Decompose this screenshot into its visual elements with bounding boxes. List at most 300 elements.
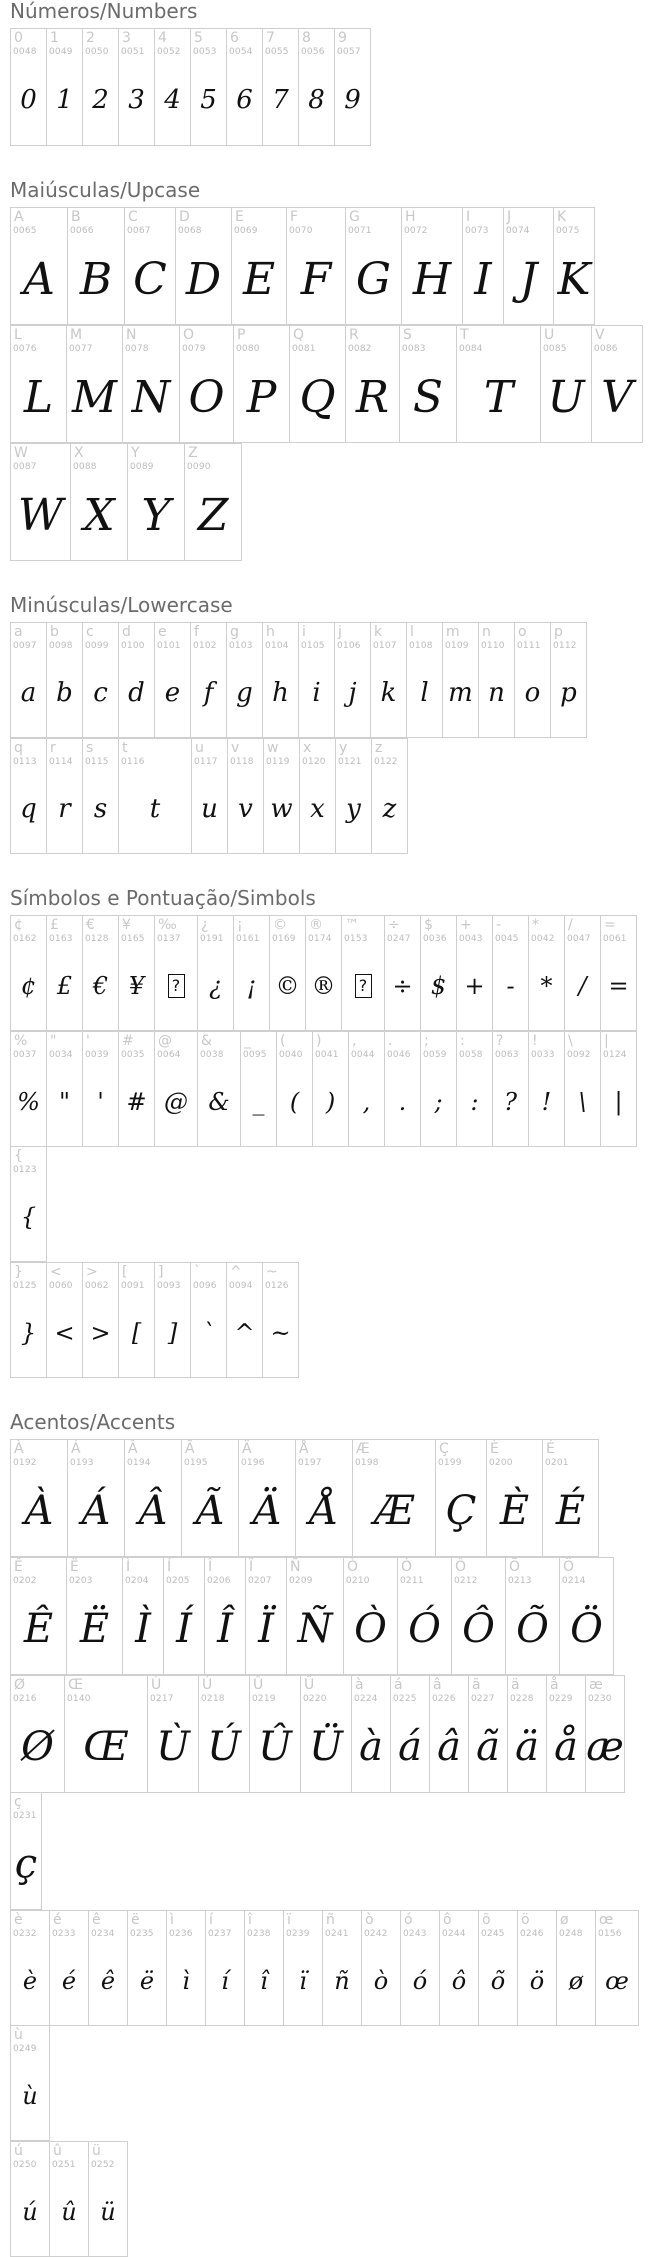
- glyph-cell: [456, 915, 493, 1031]
- character-label: Ï: [249, 1559, 254, 1575]
- glyph-char: L: [23, 371, 54, 423]
- glyph-row: [10, 1675, 651, 1909]
- glyph-row: [10, 738, 651, 853]
- glyph-sample: [185, 470, 241, 560]
- character-code: 0052: [157, 47, 181, 57]
- glyph-cell: [175, 207, 232, 325]
- glyph-sample: [199, 1702, 249, 1792]
- character-code: 0053: [193, 47, 217, 57]
- glyph-char: *: [540, 972, 553, 1000]
- glyph-cell: [540, 325, 592, 443]
- glyph-sample: [352, 1702, 390, 1792]
- character-code: 0251: [52, 2160, 76, 2170]
- glyph-cell: [249, 1675, 301, 1793]
- character-label: y: [339, 740, 348, 756]
- character-label: >: [86, 1264, 98, 1280]
- glyph-char: 9: [344, 85, 361, 115]
- glyph-char: 5: [200, 85, 217, 115]
- glyph-sample: [402, 234, 462, 324]
- glyph-char: G: [355, 253, 392, 305]
- character-label: u: [195, 740, 204, 756]
- glyph-char: <: [54, 1319, 75, 1347]
- glyph-char: ': [97, 1088, 104, 1116]
- character-code: 0111: [517, 641, 541, 651]
- glyph-cell: [600, 915, 637, 1031]
- glyph-cell: [64, 1675, 148, 1793]
- glyph-sample: [463, 234, 503, 324]
- character-label: ô: [443, 1912, 452, 1928]
- glyph-cell: [546, 1675, 586, 1793]
- character-code: 0156: [598, 1929, 622, 1939]
- glyph-row: [10, 915, 651, 1030]
- glyph-cell: [439, 1910, 479, 2026]
- glyph-char: Á: [81, 1488, 111, 1534]
- character-code: 0124: [603, 1050, 627, 1060]
- glyph-sample: [119, 649, 154, 737]
- character-label: t: [122, 740, 128, 756]
- glyph-cell: [154, 28, 191, 146]
- glyph-sample: [469, 1702, 507, 1792]
- character-label: ê: [92, 1912, 101, 1928]
- glyph-sample: [407, 649, 442, 737]
- glyph-char: g: [236, 678, 253, 708]
- character-label: &: [201, 1033, 212, 1049]
- character-label: +: [460, 917, 472, 933]
- glyph-cell: [390, 1675, 430, 1793]
- character-label: #: [122, 1033, 134, 1049]
- glyph-sample: [47, 649, 82, 737]
- character-code: 0099: [85, 641, 109, 651]
- glyph-sample: [264, 765, 299, 853]
- glyph-cell: [244, 1910, 284, 2026]
- character-code: 0225: [393, 1694, 417, 1704]
- glyph-cell: [46, 915, 83, 1031]
- glyph-sample: [346, 234, 401, 324]
- character-label: Î: [208, 1559, 213, 1575]
- glyph-sample: [362, 1937, 400, 2025]
- glyph-char: ?: [355, 974, 372, 998]
- glyph-sample: [284, 1937, 322, 2025]
- glyph-char: R: [355, 371, 390, 423]
- glyph-char: É: [555, 1488, 586, 1534]
- character-label: Z: [188, 445, 198, 461]
- glyph-sample: [479, 649, 514, 737]
- glyph-sample: [11, 1058, 46, 1146]
- character-code: 0123: [13, 1165, 37, 1175]
- character-label: Ü: [304, 1677, 315, 1693]
- glyph-cell: [492, 1031, 529, 1147]
- glyph-char: #: [126, 1088, 147, 1116]
- section-title: Maiúsculas/Upcase: [10, 178, 201, 202]
- character-code: 0218: [201, 1694, 225, 1704]
- glyph-cell: [361, 1910, 401, 2026]
- glyph-sample: [596, 1937, 638, 2025]
- character-code: 0070: [289, 226, 313, 236]
- glyph-sample: [83, 1058, 118, 1146]
- glyph-sample: [554, 234, 594, 324]
- character-code: 0110: [481, 641, 505, 651]
- glyph-char: ó: [412, 1967, 428, 1995]
- character-code: 0212: [454, 1576, 478, 1586]
- glyph-char: Y: [141, 489, 171, 541]
- glyph-cell: [305, 915, 342, 1031]
- character-code: 0246: [520, 1929, 544, 1939]
- glyph-char: B: [79, 253, 113, 305]
- glyph-sample: [371, 649, 406, 737]
- glyph-cell: [514, 622, 551, 738]
- glyph-char: +: [464, 972, 485, 1000]
- character-label: .: [388, 1033, 393, 1049]
- character-label: `: [194, 1264, 201, 1280]
- glyph-cell: [435, 1439, 487, 1557]
- glyph-char: õ: [490, 1967, 506, 1995]
- glyph-char: Í: [176, 1606, 192, 1652]
- glyph-sample: [301, 1702, 351, 1792]
- character-label: Ö: [563, 1559, 575, 1575]
- character-label: q: [14, 740, 23, 756]
- character-code: 0061: [603, 934, 627, 944]
- glyph-char: c: [93, 678, 108, 708]
- character-code: 0192: [13, 1458, 37, 1468]
- glyph-cell: [10, 1675, 65, 1793]
- glyph-sample: [529, 942, 564, 1030]
- glyph-char: l: [420, 678, 429, 708]
- character-label: Í: [167, 1559, 172, 1575]
- character-label: ¢: [14, 917, 23, 933]
- glyph-sample: [263, 1289, 298, 1377]
- character-label: E: [235, 209, 244, 225]
- glyph-sample: [67, 352, 122, 442]
- glyph-cell: [399, 325, 457, 443]
- character-label: l: [410, 624, 414, 640]
- glyph-char: 0: [20, 85, 37, 115]
- glyph-char: _: [252, 1088, 265, 1116]
- character-code: 0128: [85, 934, 109, 944]
- glyph-cell: [10, 1557, 67, 1675]
- glyph-cell: [503, 207, 554, 325]
- glyph-cell: [370, 622, 407, 738]
- glyph-char: :: [470, 1088, 479, 1116]
- glyph-sample: [47, 942, 82, 1030]
- glyph-sample: [565, 1058, 600, 1146]
- glyph-cell: [334, 28, 371, 146]
- character-label: d: [122, 624, 131, 640]
- glyph-char: %: [17, 1088, 40, 1116]
- glyph-char: Ç: [445, 1488, 477, 1534]
- glyph-sample: [182, 1466, 238, 1556]
- glyph-sample: [119, 942, 154, 1030]
- glyph-row: [10, 28, 651, 145]
- glyph-char: q: [20, 794, 37, 824]
- character-code: 0102: [193, 641, 217, 651]
- character-code: 0230: [588, 1694, 612, 1704]
- glyph-char: Î: [217, 1606, 233, 1652]
- character-label: Ø: [14, 1677, 26, 1693]
- glyph-sample: [125, 234, 175, 324]
- glyph-cell: [127, 443, 185, 561]
- character-label: f: [194, 624, 199, 640]
- character-code: 0122: [374, 757, 398, 767]
- character-label: v: [231, 740, 240, 756]
- glyph-cell: [46, 738, 83, 854]
- glyph-sample: [119, 1058, 154, 1146]
- character-label: á: [394, 1677, 403, 1693]
- character-code: 0238: [247, 1929, 271, 1939]
- character-code: 0205: [166, 1576, 190, 1586]
- character-code: 0195: [184, 1458, 208, 1468]
- character-label: B: [71, 209, 81, 225]
- glyph-char: 6: [236, 85, 253, 115]
- glyph-cell: [406, 622, 443, 738]
- glyph-cell: [312, 1031, 349, 1147]
- glyph-char: {: [20, 1203, 37, 1231]
- glyph-sample: [436, 1466, 486, 1556]
- character-code: 0056: [301, 47, 325, 57]
- character-label: =: [604, 917, 616, 933]
- glyph-sample: [47, 1058, 82, 1146]
- glyph-sample: [11, 352, 66, 442]
- glyph-char: ò: [373, 1967, 389, 1995]
- character-label: }: [14, 1264, 23, 1280]
- glyph-cell: [345, 325, 400, 443]
- glyph-sample: [440, 1937, 478, 2025]
- character-label: õ: [482, 1912, 491, 1928]
- glyph-sample: [493, 942, 528, 1030]
- glyph-char: j: [348, 678, 357, 708]
- glyph-sample: [228, 765, 263, 853]
- glyph-char: K: [557, 253, 591, 305]
- character-code: 0095: [243, 1050, 267, 1060]
- glyph-cell: [88, 1910, 128, 2026]
- character-code: 0202: [13, 1576, 37, 1586]
- glyph-char: ö: [529, 1967, 545, 1995]
- character-label: e: [158, 624, 167, 640]
- glyph-sample: [83, 649, 118, 737]
- glyph-cell: [10, 1439, 68, 1557]
- glyph-char: A: [23, 253, 55, 305]
- character-code: 0162: [13, 934, 37, 944]
- glyph-cell: [197, 1031, 241, 1147]
- glyph-char: p: [560, 678, 577, 708]
- glyph-cell: [528, 1031, 565, 1147]
- glyph-char: b: [56, 678, 73, 708]
- character-label: 3: [122, 30, 131, 46]
- glyph-cell: [163, 1557, 205, 1675]
- glyph-sample: [515, 649, 550, 737]
- character-label: â: [433, 1677, 442, 1693]
- character-code: 0082: [348, 344, 372, 354]
- glyph-char: ì: [182, 1967, 190, 1995]
- glyph-char: ~: [270, 1319, 291, 1347]
- glyph-char: ": [58, 1088, 71, 1116]
- character-code: 0126: [265, 1281, 289, 1291]
- character-label: Æ: [356, 1441, 370, 1457]
- character-label: ì: [170, 1912, 174, 1928]
- glyph-char: ¢: [20, 972, 37, 1000]
- glyph-sample: [83, 55, 118, 145]
- glyph-char: z: [382, 794, 397, 824]
- character-code: 0084: [459, 344, 483, 354]
- glyph-cell: [66, 325, 123, 443]
- glyph-cell: [351, 1675, 391, 1793]
- character-label: ™: [345, 917, 359, 933]
- glyph-char: 8: [308, 85, 325, 115]
- character-code: 0092: [567, 1050, 591, 1060]
- character-label: [: [122, 1264, 128, 1280]
- character-label: Ã: [185, 1441, 195, 1457]
- glyph-cell: [10, 2025, 50, 2141]
- glyph-char: ã: [476, 1724, 500, 1770]
- glyph-char: Ì: [135, 1606, 151, 1652]
- glyph-cell: [233, 915, 270, 1031]
- character-label: ¡: [237, 917, 243, 933]
- character-code: 0207: [248, 1576, 272, 1586]
- character-label: O: [183, 327, 195, 343]
- glyph-cell: [397, 1557, 452, 1675]
- glyph-char: E: [242, 253, 276, 305]
- glyph-cell: [10, 207, 68, 325]
- character-label: Û: [253, 1677, 264, 1693]
- glyph-sample: [487, 1466, 542, 1556]
- glyph-sample: [119, 1289, 154, 1377]
- glyph-cell: [262, 1262, 299, 1378]
- glyph-char: ,: [362, 1088, 371, 1116]
- character-code: 0232: [13, 1929, 37, 1939]
- glyph-char: y: [346, 794, 361, 824]
- glyph-char: ¡: [246, 972, 257, 1000]
- glyph-cell: [462, 207, 504, 325]
- glyph-char: >: [90, 1319, 111, 1347]
- glyph-char: S: [412, 371, 444, 423]
- character-label: ö: [521, 1912, 530, 1928]
- character-code: 0083: [402, 344, 426, 354]
- character-code: 0064: [157, 1050, 181, 1060]
- glyph-sample: [234, 942, 269, 1030]
- character-label: à: [355, 1677, 364, 1693]
- glyph-char: (: [289, 1088, 300, 1116]
- character-code: 0169: [272, 934, 296, 944]
- glyph-char: ê: [100, 1967, 116, 1995]
- character-label: R: [349, 327, 359, 343]
- character-code: 0114: [49, 757, 73, 767]
- glyph-char: ]: [167, 1319, 178, 1347]
- character-label: T: [460, 327, 469, 343]
- glyph-char: Ó: [408, 1606, 441, 1652]
- character-code: 0108: [409, 641, 433, 651]
- character-code: 0085: [543, 344, 567, 354]
- glyph-sample: [372, 765, 407, 853]
- glyph-cell: [10, 28, 47, 146]
- glyph-sample: [68, 1466, 124, 1556]
- glyph-char: Ú: [207, 1724, 241, 1770]
- glyph-char: o: [524, 678, 541, 708]
- glyph-row: [10, 325, 651, 442]
- character-code: 0080: [236, 344, 260, 354]
- character-label: ø: [560, 1912, 569, 1928]
- character-label: ©: [273, 917, 287, 933]
- glyph-sample: [155, 942, 197, 1030]
- character-code: 0057: [337, 47, 361, 57]
- glyph-sample: [344, 1584, 397, 1674]
- glyph-sample: [241, 1058, 276, 1146]
- glyph-sample: [11, 234, 67, 324]
- glyph-cell: [564, 915, 601, 1031]
- character-label: £: [50, 917, 59, 933]
- character-code: 0109: [445, 641, 469, 651]
- section-title: Acentos/Accents: [10, 1410, 176, 1434]
- character-label: ): [316, 1033, 322, 1049]
- glyph-sample: [128, 1937, 166, 2025]
- character-label: 4: [158, 30, 167, 46]
- glyph-sample: [50, 2168, 88, 2256]
- glyph-cell: [198, 1675, 250, 1793]
- character-code: 0096: [193, 1281, 217, 1291]
- character-label: ‰: [158, 917, 177, 933]
- character-code: 0228: [510, 1694, 534, 1704]
- glyph-cell: [226, 1262, 263, 1378]
- glyph-char: ù: [22, 2082, 38, 2110]
- glyph-char: ^: [234, 1319, 255, 1347]
- glyph-sample: [128, 470, 184, 560]
- character-code: 0161: [236, 934, 260, 944]
- glyph-cell: [10, 443, 71, 561]
- character-code: 0048: [13, 47, 37, 57]
- glyph-char: }: [20, 1319, 37, 1347]
- glyph-sample: [155, 1289, 190, 1377]
- character-label: j: [338, 624, 342, 640]
- glyph-cell: [245, 1557, 287, 1675]
- glyph-sample: [443, 649, 478, 737]
- glyph-sample: [586, 1702, 624, 1792]
- character-label: {: [14, 1148, 23, 1164]
- glyph-char: f: [203, 678, 214, 708]
- character-code: 0072: [404, 226, 428, 236]
- glyph-cell: [528, 915, 565, 1031]
- glyph-sample: [457, 942, 492, 1030]
- character-label: D: [179, 209, 190, 225]
- glyph-cell: [289, 325, 346, 443]
- character-label: È: [490, 1441, 499, 1457]
- glyph-cell: [517, 1910, 557, 2026]
- character-code: 0039: [85, 1050, 109, 1060]
- glyph-cell: [154, 915, 198, 1031]
- character-label: €: [86, 917, 95, 933]
- glyph-sample: [246, 1584, 286, 1674]
- glyph-char: w: [270, 794, 293, 824]
- glyph-char: £: [56, 972, 73, 1000]
- glyph-sample: [191, 649, 226, 737]
- glyph-char: F: [300, 253, 332, 305]
- glyph-cell: [276, 1031, 313, 1147]
- glyph-sample: [287, 1584, 343, 1674]
- glyph-char: î: [260, 1967, 268, 1995]
- character-code: 0060: [49, 1281, 73, 1291]
- glyph-cell: [343, 1557, 398, 1675]
- glyph-cell: [300, 1675, 352, 1793]
- glyph-sample: [529, 1058, 564, 1146]
- glyph-cell: [341, 915, 385, 1031]
- character-code: 0204: [125, 1576, 149, 1586]
- glyph-cell: [550, 622, 587, 738]
- glyph-cell: [46, 1262, 83, 1378]
- glyph-cell: [10, 325, 67, 443]
- glyph-char: N: [131, 371, 171, 423]
- glyph-cell: [122, 1557, 164, 1675]
- glyph-cell: [348, 1031, 385, 1147]
- glyph-sample: [67, 1584, 122, 1674]
- glyph-sample: [192, 765, 227, 853]
- glyph-cell: [179, 325, 234, 443]
